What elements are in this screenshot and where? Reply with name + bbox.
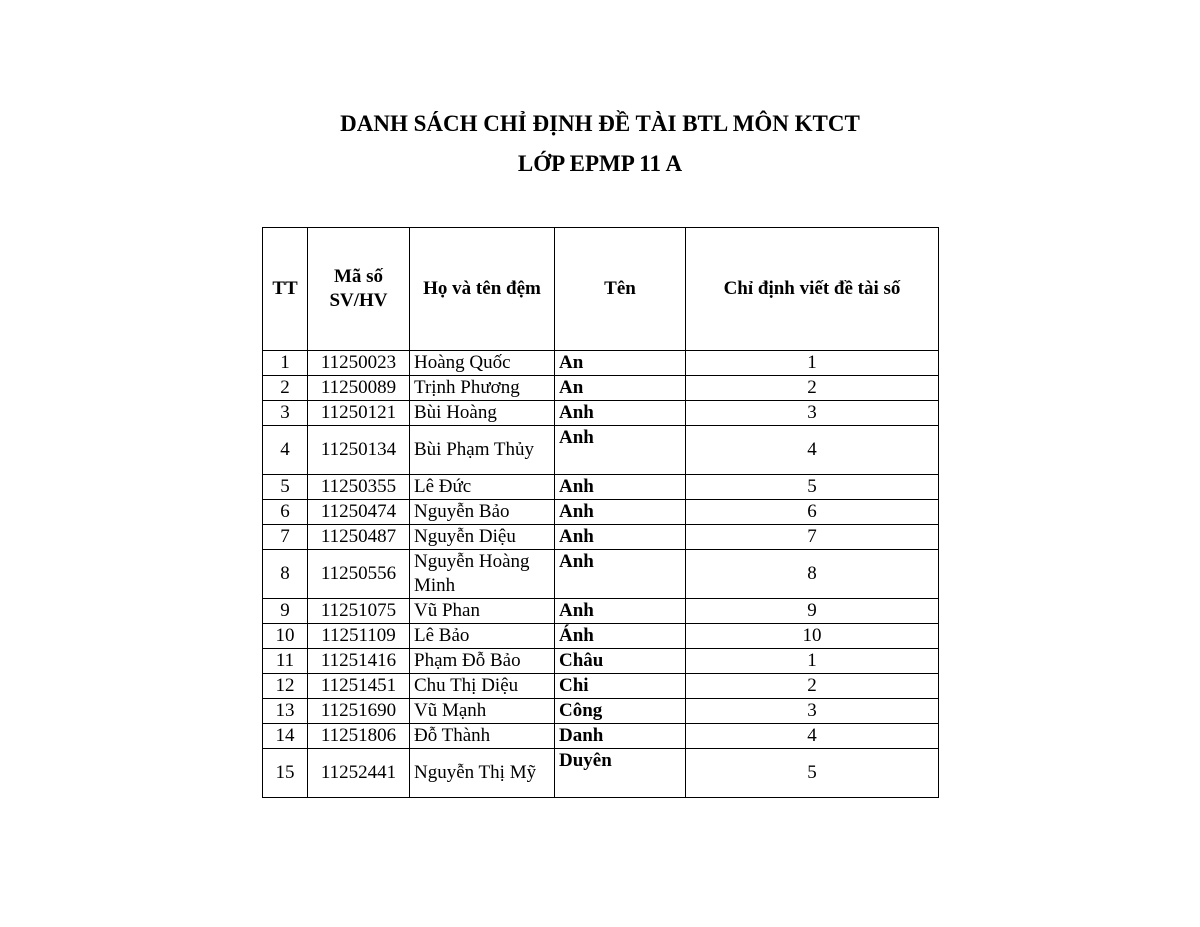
cell-student-id: 11250023 — [308, 351, 410, 376]
table-row — [263, 376, 939, 401]
cell-tt: 9 — [263, 599, 308, 624]
cell-given-name: An — [555, 351, 686, 376]
cell-tt: 12 — [263, 674, 308, 699]
cell-given-name: Chi — [555, 674, 686, 699]
cell-surname: Vũ Mạnh — [410, 699, 555, 724]
cell-tt: 2 — [263, 376, 308, 401]
cell-surname: Phạm Đỗ Bảo — [410, 649, 555, 674]
table-row — [263, 426, 939, 475]
cell-student-id: 11250121 — [308, 401, 410, 426]
cell-given-name: Anh — [555, 475, 686, 500]
cell-tt: 15 — [263, 749, 308, 798]
cell-topic: 1 — [686, 649, 939, 674]
cell-tt: 5 — [263, 475, 308, 500]
cell-topic: 3 — [686, 401, 939, 426]
cell-student-id: 11251075 — [308, 599, 410, 624]
cell-student-id: 11251451 — [308, 674, 410, 699]
cell-surname: Trịnh Phương — [410, 376, 555, 401]
cell-topic: 8 — [686, 550, 939, 599]
cell-given-name: Duyên — [555, 749, 686, 798]
cell-student-id: 11250487 — [308, 525, 410, 550]
cell-student-id: 11250474 — [308, 500, 410, 525]
table-row — [263, 550, 939, 599]
cell-surname: Nguyễn Diệu — [410, 525, 555, 550]
header-surname: Họ và tên đệm — [410, 228, 555, 351]
title-line-1: DANH SÁCH CHỈ ĐỊNH ĐỀ TÀI BTL MÔN KTCT — [340, 111, 860, 136]
table-row — [263, 500, 939, 525]
cell-tt: 1 — [263, 351, 308, 376]
cell-topic: 5 — [686, 475, 939, 500]
cell-tt: 6 — [263, 500, 308, 525]
cell-surname: Bùi Phạm Thủy — [410, 426, 555, 475]
table-row — [263, 649, 939, 674]
cell-student-id: 11250556 — [308, 550, 410, 599]
cell-tt: 10 — [263, 624, 308, 649]
cell-given-name: Công — [555, 699, 686, 724]
cell-given-name: Anh — [555, 525, 686, 550]
cell-student-id: 11252441 — [308, 749, 410, 798]
cell-tt: 13 — [263, 699, 308, 724]
table-row — [263, 724, 939, 749]
cell-topic: 9 — [686, 599, 939, 624]
cell-student-id: 11251690 — [308, 699, 410, 724]
cell-topic: 6 — [686, 500, 939, 525]
cell-surname: Đỗ Thành — [410, 724, 555, 749]
cell-tt: 8 — [263, 550, 308, 599]
cell-surname: Nguyễn Thị Mỹ — [410, 749, 555, 798]
table-row — [263, 599, 939, 624]
cell-surname: Vũ Phan — [410, 599, 555, 624]
table-row — [263, 624, 939, 649]
cell-surname: Nguyễn Hoàng Minh — [410, 550, 555, 599]
cell-tt: 3 — [263, 401, 308, 426]
cell-given-name: Danh — [555, 724, 686, 749]
table-row — [263, 674, 939, 699]
cell-topic: 10 — [686, 624, 939, 649]
cell-topic: 1 — [686, 351, 939, 376]
cell-surname: Chu Thị Diệu — [410, 674, 555, 699]
cell-topic: 2 — [686, 376, 939, 401]
cell-topic: 5 — [686, 749, 939, 798]
cell-given-name: Anh — [555, 550, 686, 599]
cell-surname: Nguyễn Bảo — [410, 500, 555, 525]
cell-student-id: 11251109 — [308, 624, 410, 649]
cell-given-name: Châu — [555, 649, 686, 674]
table-row — [263, 525, 939, 550]
title-line-2: LỚP EPMP 11 A — [517, 151, 683, 176]
header-tt: TT — [263, 228, 308, 351]
cell-topic: 7 — [686, 525, 939, 550]
cell-given-name: Anh — [555, 401, 686, 426]
cell-surname: Lê Đức — [410, 475, 555, 500]
table-row — [263, 351, 939, 376]
table-row — [263, 699, 939, 724]
cell-given-name: Ánh — [555, 624, 686, 649]
table-row — [263, 401, 939, 426]
document-title — [0, 108, 1200, 188]
cell-topic: 4 — [686, 426, 939, 475]
header-topic: Chỉ định viết đề tài số — [686, 228, 939, 351]
cell-surname: Bùi Hoàng — [410, 401, 555, 426]
header-row — [263, 228, 939, 351]
cell-student-id: 11251806 — [308, 724, 410, 749]
cell-student-id: 11250355 — [308, 475, 410, 500]
cell-topic: 3 — [686, 699, 939, 724]
cell-given-name: Anh — [555, 599, 686, 624]
cell-given-name: Anh — [555, 426, 686, 475]
cell-surname: Hoàng Quốc — [410, 351, 555, 376]
assignment-table — [262, 227, 939, 798]
cell-topic: 2 — [686, 674, 939, 699]
cell-tt: 11 — [263, 649, 308, 674]
cell-student-id: 11250134 — [308, 426, 410, 475]
cell-tt: 7 — [263, 525, 308, 550]
cell-student-id: 11250089 — [308, 376, 410, 401]
cell-tt: 4 — [263, 426, 308, 475]
cell-topic: 4 — [686, 724, 939, 749]
cell-given-name: An — [555, 376, 686, 401]
cell-given-name: Anh — [555, 500, 686, 525]
header-given-name: Tên — [555, 228, 686, 351]
cell-student-id: 11251416 — [308, 649, 410, 674]
header-student-id: Mã số SV/HV — [308, 228, 410, 351]
table-row — [263, 749, 939, 798]
cell-surname: Lê Bảo — [410, 624, 555, 649]
table-row — [263, 475, 939, 500]
cell-tt: 14 — [263, 724, 308, 749]
